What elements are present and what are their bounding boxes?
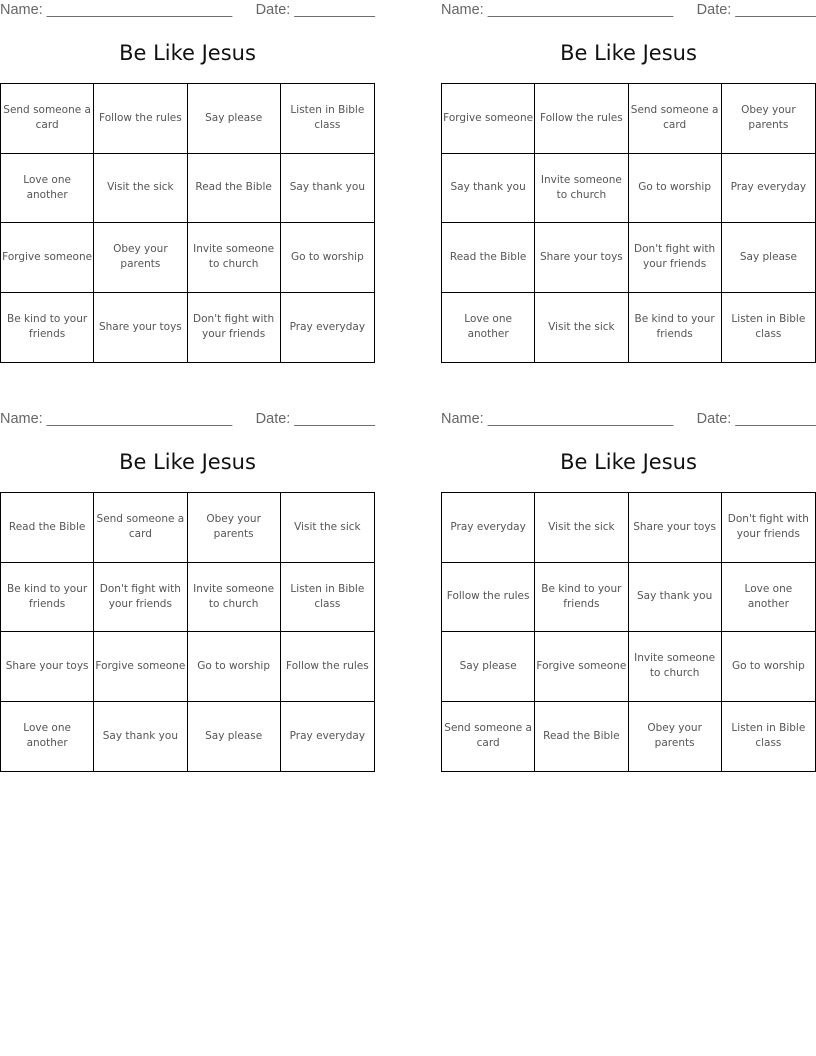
bingo-cell: Read the Bible <box>535 702 628 772</box>
bingo-cell: Say please <box>442 632 535 702</box>
bingo-cell: Read the Bible <box>442 223 535 293</box>
bingo-cell: Read the Bible <box>1 493 94 563</box>
bingo-cell: Go to worship <box>188 632 281 702</box>
name-date-row <box>0 409 375 431</box>
bingo-cell: Follow the rules <box>535 84 628 154</box>
bingo-cell: Visit the sick <box>535 493 628 563</box>
date-field[interactable]: Date: __________ <box>696 2 816 18</box>
name-field[interactable]: Name: _______________________ <box>0 411 233 427</box>
bingo-cell: Forgive someone <box>442 84 535 154</box>
bingo-grid <box>0 492 375 772</box>
card-title: Be Like Jesus <box>560 450 697 474</box>
bingo-cell: Pray everyday <box>442 493 535 563</box>
bingo-cell: Share your toys <box>94 293 187 363</box>
bingo-cell: Send someone a card <box>94 493 187 563</box>
bingo-cell: Say thank you <box>442 154 535 224</box>
bingo-cell: Love one another <box>722 563 815 633</box>
bingo-cell: Invite someone to church <box>629 632 722 702</box>
date-field[interactable]: Date: __________ <box>696 411 816 427</box>
bingo-cell: Follow the rules <box>94 84 187 154</box>
bingo-cell: Listen in Bible class <box>281 563 374 633</box>
bingo-cell: Visit the sick <box>535 293 628 363</box>
card-title: Be Like Jesus <box>119 41 256 65</box>
bingo-cell: Send someone a card <box>629 84 722 154</box>
bingo-cell: Obey your parents <box>722 84 815 154</box>
bingo-cell: Read the Bible <box>188 154 281 224</box>
bingo-cell: Go to worship <box>629 154 722 224</box>
bingo-cell: Say thank you <box>94 702 187 772</box>
bingo-cell: Listen in Bible class <box>731 313 806 341</box>
bingo-cell: Don't fight with your friends <box>94 563 187 633</box>
bingo-cell: Say please <box>722 223 815 293</box>
bingo-cell: Invite someone to church <box>188 563 281 633</box>
bingo-cell: Obey your parents <box>629 702 722 772</box>
bingo-cell: Love one another <box>442 293 535 363</box>
bingo-grid <box>441 492 816 772</box>
card-title: Be Like Jesus <box>560 41 697 65</box>
bingo-cell: Be kind to your friends <box>535 563 628 633</box>
bingo-cell: Be kind to your friends <box>629 293 722 363</box>
bingo-cell: Listen in Bible class <box>281 84 374 154</box>
bingo-grid <box>441 83 816 363</box>
bingo-cell: Be kind to your friends <box>1 293 94 363</box>
card-title: Be Like Jesus <box>119 450 256 474</box>
name-field[interactable]: Name: _______________________ <box>441 411 674 427</box>
bingo-cell: Say thank you <box>281 154 374 224</box>
name-field[interactable]: Name: _______________________ <box>441 2 674 18</box>
bingo-cell: Don't fight with your friends <box>188 293 281 363</box>
bingo-cell: Obey your parents <box>188 493 281 563</box>
bingo-cell: Pray everyday <box>722 154 815 224</box>
bingo-cell: Share your toys <box>535 223 628 293</box>
name-field[interactable]: Name: _______________________ <box>0 2 233 18</box>
bingo-cell: Invite someone to church <box>535 154 628 224</box>
name-date-row <box>441 409 816 431</box>
bingo-cell: Visit the sick <box>94 154 187 224</box>
bingo-cell: Pray everyday <box>289 729 366 742</box>
bingo-cell: Visit the sick <box>281 493 374 563</box>
date-field[interactable]: Date: __________ <box>255 411 375 427</box>
bingo-cell: Share your toys <box>629 493 722 563</box>
bingo-cell: Invite someone to church <box>188 223 281 293</box>
bingo-cell: Don't fight with your friends <box>722 493 815 563</box>
bingo-cell: Forgive someone <box>1 223 94 293</box>
bingo-cell: Obey your parents <box>94 223 187 293</box>
bingo-cell: Follow the rules <box>281 632 374 702</box>
bingo-cell: Send someone a card <box>1 84 94 154</box>
bingo-cell: Say please <box>188 84 281 154</box>
name-date-row <box>441 0 816 22</box>
bingo-cell: Go to worship <box>281 223 374 293</box>
bingo-cell: Forgive someone <box>94 632 187 702</box>
bingo-cell: Be kind to your friends <box>1 563 94 633</box>
bingo-cell: Listen in Bible class <box>731 722 806 750</box>
bingo-cell: Send someone a card <box>442 702 535 772</box>
bingo-cell: Pray everyday <box>289 320 366 333</box>
bingo-cell: Say thank you <box>629 563 722 633</box>
bingo-cell: Love one another <box>1 702 94 772</box>
bingo-cell: Forgive someone <box>535 632 628 702</box>
bingo-cell: Follow the rules <box>442 563 535 633</box>
name-date-row <box>0 0 375 22</box>
bingo-cell: Love one another <box>1 154 94 224</box>
bingo-cell: Share your toys <box>1 632 94 702</box>
bingo-grid <box>0 83 375 363</box>
bingo-cell: Say please <box>188 702 281 772</box>
date-field[interactable]: Date: __________ <box>255 2 375 18</box>
bingo-cell: Don't fight with your friends <box>629 223 722 293</box>
bingo-cell: Go to worship <box>722 632 815 702</box>
